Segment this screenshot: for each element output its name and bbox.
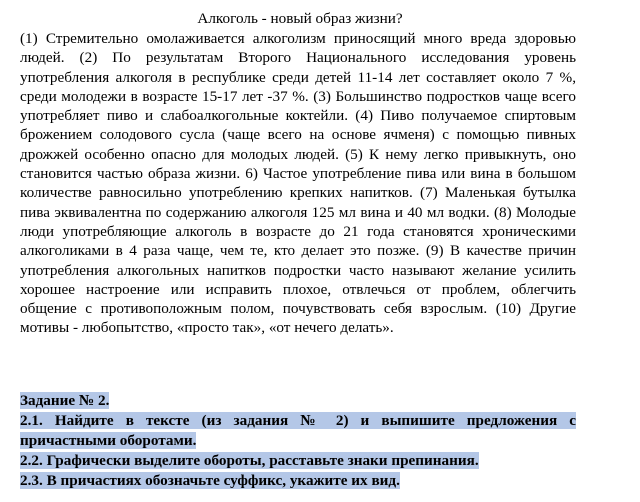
document-title: Алкоголь - новый образ жизни?: [197, 10, 403, 27]
task-item-2-line: [20, 451, 576, 471]
task-item-2: 2.2. Графически выделите обороты, расставьте знаки препинания.: [20, 452, 479, 469]
task-item-1: 2.1. Найдите в тексте (из задания № 2) и выпишите предложения с причастными оборотами.: [20, 412, 576, 449]
document-paragraph: (1) Стремительно омолаживается алкоголизм приносящий много вреда здоровью людей. (2) По результатам Второго Национального исследования уровень употребления алкоголя в республике среди детей 11-14 лет составляет около 7 %, среди молодежи в возрасте 15-17 лет -37 %. (3) Большинство подростков чаще всего употребляет пиво и слабоалкогольные коктейли. (4) Пиво получаемое спиртовым брожением солодового сусла (чаще всего на основе ячменя) с помощью пивных дрожжей особенно опасно для молодых людей. (5) К нему легко привыкнуть, оно становится частью образа жизни. 6) Частое употребление пива или вина в большом количестве равносильно употреблению крепких напитков. (7) Маленькая бутылка пива эквивалентна по содержанию алкоголя 125 мл вина и 40 мл водки. (8) Молодые люди употребляющие алкоголь в возрасте до 21 года становятся хроническими алкоголиками в 4 раза чаще, чем те, кто делает это позже. (9) В качестве причин употребления алкогольных напитков подростки часто называют желание усилить хорошее настроение или исправить плохое, отвлечься от проблем, облегчить общение с противоположным полом, почувствовать себя взрослым. (10) Другие мотивы - любопытство, «просто так», «от нечего делать».: [20, 30, 576, 337]
task-heading: Задание № 2.: [20, 392, 110, 409]
task-item-3: 2.3. В причастиях обозначьте суффикс, укажите их вид.: [20, 472, 400, 489]
task-heading-line: [20, 391, 576, 411]
task-block: [20, 391, 576, 491]
task-item-3-line: [20, 471, 576, 491]
task-item-1-line: [20, 411, 576, 451]
